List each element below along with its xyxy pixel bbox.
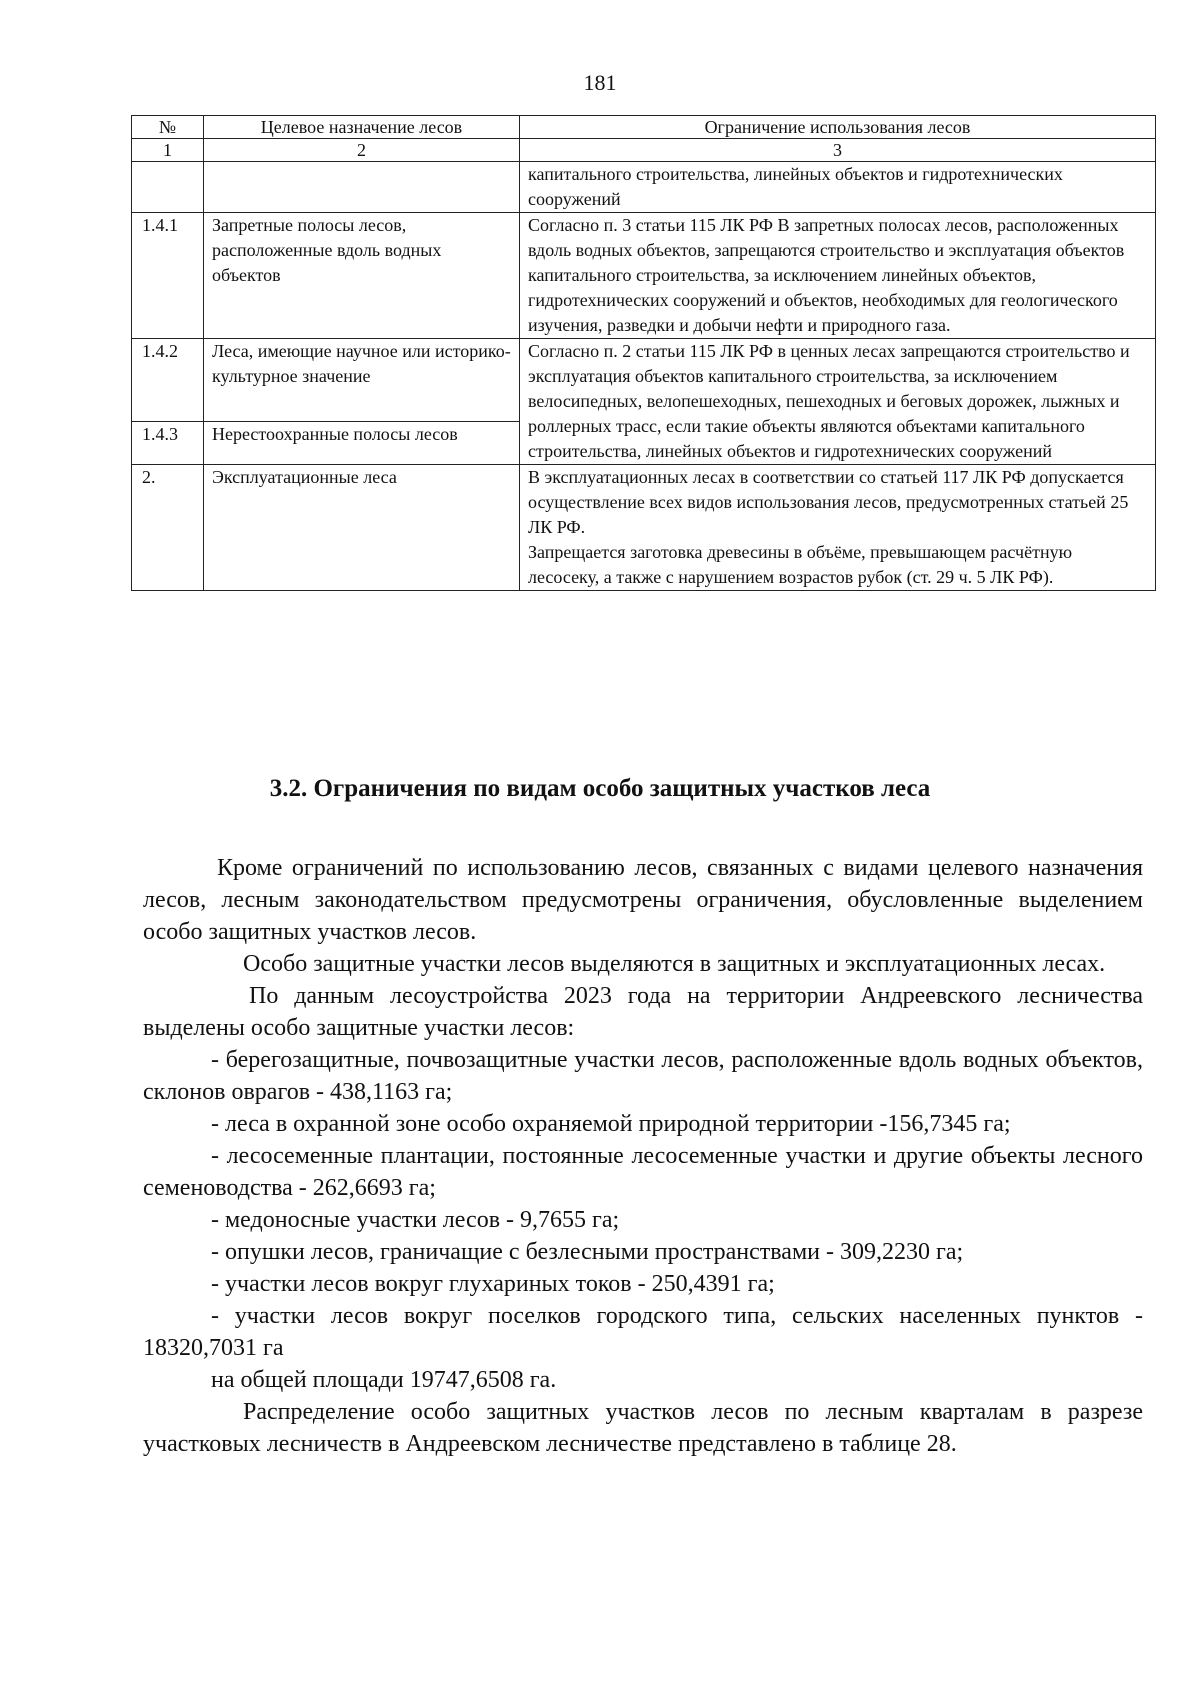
section-heading: 3.2. Ограничения по видам особо защитных участков леса: [269, 775, 931, 802]
row-restriction-line: В эксплуатационных лесах в соответствии со статьей 117 ЛК РФ допускается осуществление всех видов использования лесов, предусмотренных статьей 25 ЛК РФ.: [528, 467, 1129, 537]
row-number: 1.4.3: [132, 422, 204, 465]
table-header-row: [132, 116, 1156, 139]
list-item: - медоносные участки лесов - 9,7655 га;: [211, 1207, 620, 1233]
row-restriction-line: Запрещается заготовка древесины в объёме, превышающем расчётную лесосеку, а также с нарушением возрастов рубок (ст. 29 ч. 5 ЛК РФ).: [528, 542, 1073, 587]
forest-restrictions-table: [131, 115, 1156, 591]
closing-paragraph: Распределение особо защитных участков лесов по лесным кварталам в разрезе участковых лесничеств в Андреевском лесничестве представлено в таблице 28.: [143, 1399, 1143, 1457]
row-restriction-shared: Согласно п. 2 статьи 115 ЛК РФ в ценных лесах запрещаются строительство и эксплуатация объектов капитального строительства, за исключением велосипедных, велопешеходных, пешеходных и беговых дорожек, лыжных и роллерных трасс, если такие объекты являются объектами капитального строительства, линейных объектов и гидротехнических сооружений: [520, 339, 1156, 465]
list-item: - лесосеменные плантации, постоянные лесосеменные участки и другие объекты лесного семеноводства - 262,6693 га;: [143, 1143, 1143, 1201]
row-restriction: Согласно п. 3 статьи 115 ЛК РФ В запретных полосах лесов, расположенных вдоль водных объектов, запрещаются строительство и эксплуатация объектов капитального строительства, за исключением линейных объектов, гидротехнических сооружений и объектов, необходимых для геологического изучения, разведки и добычи нефти и природного газа.: [520, 213, 1156, 339]
row-number: 1.4.1: [132, 213, 204, 339]
header-purpose: Целевое назначение лесов: [204, 116, 520, 139]
table-row-continuation: [132, 162, 1156, 213]
list-item: - опушки лесов, граничащие с безлесными пространствами - 309,2230 га;: [211, 1239, 964, 1265]
list-item: - участки лесов вокруг поселков городского типа, сельских населенных пунктов - 18320,7031 га: [143, 1303, 1143, 1361]
list-item: - берегозащитные, почвозащитные участки лесов, расположенные вдоль водных объектов, склонов оврагов - 438,1163 га;: [143, 1047, 1143, 1105]
row-restriction: [520, 465, 1156, 591]
table-row: [132, 339, 1156, 422]
row-purpose: Запретные полосы лесов, расположенные вдоль водных объектов: [204, 213, 520, 339]
total-area: на общей площади 19747,6508 га.: [211, 1367, 557, 1393]
column-number-2: 2: [204, 139, 520, 162]
table-row: [132, 465, 1156, 591]
row-purpose: Леса, имеющие научное или историко-культурное значение: [204, 339, 520, 422]
row-number: 1.4.2: [132, 339, 204, 422]
page-number: 181: [583, 70, 617, 95]
row-purpose: Нерестоохранные полосы лесов: [204, 422, 520, 465]
section-body: [143, 852, 1143, 1460]
paragraph: По данным лесоустройства 2023 года на территории Андреевского лесничества выделены особо защитные участки лесов:: [143, 983, 1143, 1041]
column-number-1: 1: [132, 139, 204, 162]
list-item: - леса в охранной зоне особо охраняемой природной территории -156,7345 га;: [211, 1111, 1011, 1137]
header-restriction: Ограничение использования лесов: [520, 116, 1156, 139]
column-number-row: [132, 139, 1156, 162]
table-row: [132, 213, 1156, 339]
continuation-text: капитального строительства, линейных объектов и гидротехнических сооружений: [520, 162, 1156, 213]
list-item: - участки лесов вокруг глухариных токов - 250,4391 га;: [211, 1271, 775, 1297]
row-purpose: Эксплуатационные леса: [204, 465, 520, 591]
paragraph: Особо защитные участки лесов выделяются в защитных и эксплуатационных лесах.: [243, 951, 1106, 977]
row-number: 2.: [132, 465, 204, 591]
column-number-3: 3: [520, 139, 1156, 162]
paragraph: Кроме ограничений по использованию лесов, связанных с видами целевого назначения лесов, лесным законодательством предусмотрены ограничения, обусловленные выделением особо защитных участков лесов.: [143, 855, 1143, 945]
header-number: №: [132, 116, 204, 139]
